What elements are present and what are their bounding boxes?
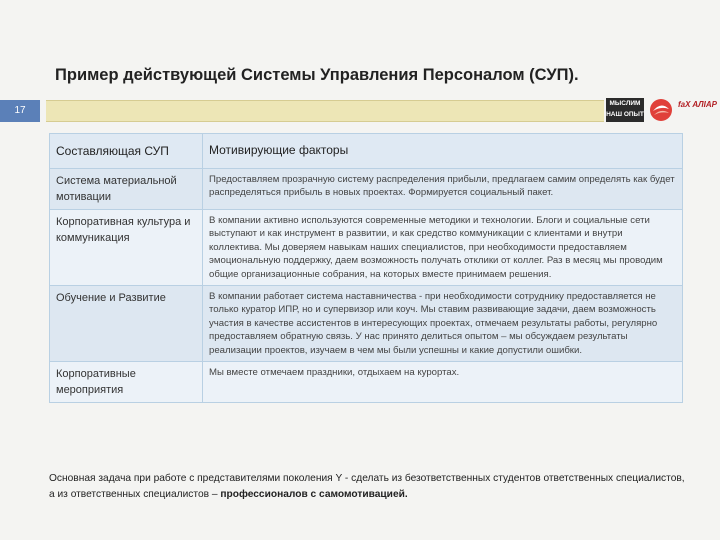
row-component: Обучение и Развитие xyxy=(50,286,203,362)
table-header-row xyxy=(50,134,683,169)
summary-note-text: Основная задача при работе с представителями поколения Y - сделать из безответственных студентов ответственных специалистов, а из ответственных специалистов – xyxy=(49,473,685,500)
row-component: Корпоративная культура и коммуникация xyxy=(50,210,203,286)
column-header-factors: Мотивирующие факторы xyxy=(203,134,683,169)
slide-number: 17 xyxy=(0,100,40,122)
row-factors: Предоставляем прозрачную систему распределения прибыли, предлагаем самим определять как будет распределяться прибыль в новых проектах. Формируется социальный пакет. xyxy=(203,169,683,210)
company-logo-dark-text: МЫСЛИМ НАШ ОПЫТ xyxy=(606,100,644,118)
decorative-band xyxy=(46,100,604,122)
column-header-component: Составляющая СУП xyxy=(50,134,203,169)
hr-system-table xyxy=(49,133,683,403)
logo-group xyxy=(604,96,720,126)
summary-note-bold: профессионалов с самомотивацией. xyxy=(220,489,408,500)
row-component: Корпоративные мероприятия xyxy=(50,362,203,403)
company-logo-red: faX AЛIАР xyxy=(678,100,717,109)
row-factors: В компании работает система наставничества - при необходимости сотруднику предоставляется не только куратор ИПР, но и супервизор или коуч. Мы ставим развивающие задачи, даем возможность участия в качестве ассистентов в интересующих проектах, отмечаем результаты работы, регулярно предоставляем обратную связь. У нас принято делиться опытом – мы обсуждаем результаты реализации проектов, изучаем в чем мы были успешны и какие допустили ошибки. xyxy=(203,286,683,362)
table-row xyxy=(50,210,683,286)
row-factors: Мы вместе отмечаем праздники, отдыхаем на курортах. xyxy=(203,362,683,403)
table-row xyxy=(50,169,683,210)
summary-note xyxy=(49,471,689,503)
table-row xyxy=(50,286,683,362)
slide-title: Пример действующей Системы Управления Персоналом (СУП). xyxy=(55,66,579,84)
company-logo-dark xyxy=(606,98,644,122)
row-factors: В компании активно используются современные методики и технологии. Блоги и социальные сети выступают и как инструмент в развитии, и как средство коммуникации с клиентами и внутри коллектива. Мы доверяем навыкам наших специалистов, при необходимости предоставляем эмоциональную поддержку, даем возможность получать отклики от коллег. Раз в месяц мы проводим общие организационные собрания, на которых вместе принимаем решения. xyxy=(203,210,683,286)
row-component: Система материальной мотивации xyxy=(50,169,203,210)
swirl-logo-icon xyxy=(648,97,674,123)
table-row xyxy=(50,362,683,403)
